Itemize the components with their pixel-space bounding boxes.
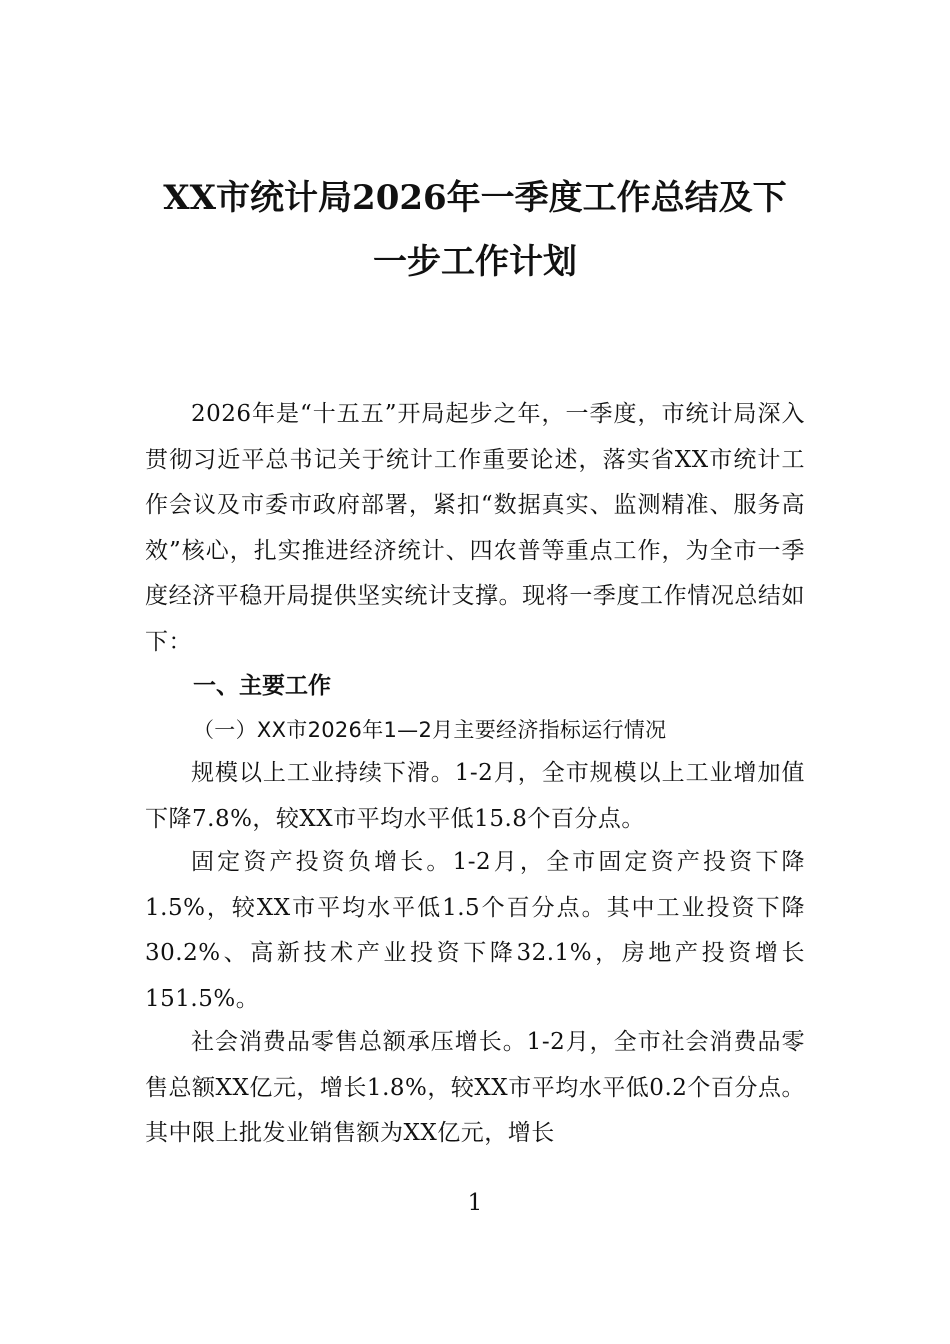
consumption-paragraph: 社会消费品零售总额承压增长。1-2月，全市社会消费品零售总额XX亿元，增长1.8%，较XX市平均水平低0.2个百分点。其中限上批发业销售额为XX亿元，增长	[145, 1029, 805, 1146]
document-title-line-2: 一步工作计划	[373, 242, 577, 282]
section-heading-main-work: 一、主要工作	[193, 673, 331, 699]
document-title-line-1: XX市统计局2026年一季度工作总结及下	[163, 178, 787, 218]
subsection-heading-economic-indicators: （一）XX市2026年1—2月主要经济指标运行情况	[193, 718, 667, 742]
page-number: 1	[467, 1190, 483, 1216]
investment-paragraph: 固定资产投资负增长。1-2月，全市固定资产投资下降1.5%，较XX市平均水平低1.5个百分点。其中工业投资下降30.2%、高新技术产业投资下降32.1%，房地产投资增长151.5%。	[145, 849, 805, 1012]
intro-paragraph: 2026年是“十五五”开局起步之年，一季度，市统计局深入贯彻习近平总书记关于统计工作重要论述，落实省XX市统计工作会议及市委市政府部署，紧扣“数据真实、监测精准、服务高效”核心，扎实推进经济统计、四农普等重点工作，为全市一季度经济平稳开局提供坚实统计支撑。现将一季度工作情况总结如下：	[145, 401, 805, 655]
industry-paragraph: 规模以上工业持续下滑。1-2月，全市规模以上工业增加值下降7.8%，较XX市平均水平低15.8个百分点。	[145, 760, 805, 832]
